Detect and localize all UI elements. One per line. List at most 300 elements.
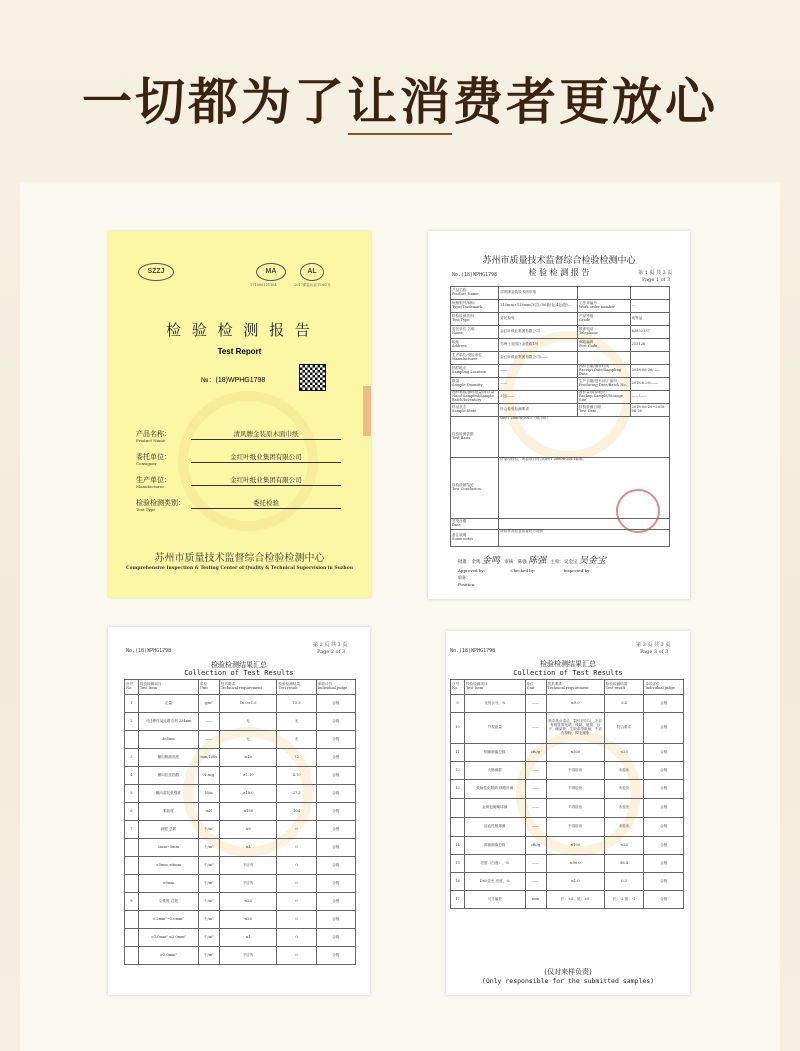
- table-cell: 定量: [138, 695, 198, 713]
- table-cell: 合格: [644, 695, 684, 713]
- headline-divider: [348, 133, 452, 135]
- table-row: [125, 911, 356, 929]
- table-cell: 合格: [644, 855, 684, 873]
- table-row: [125, 857, 356, 875]
- table-cell: 符合要求: [604, 713, 644, 744]
- table-cell: [630, 352, 669, 365]
- page-number: 第 3 页 共 3 页: [636, 642, 671, 648]
- table-cell: 地址 Address: [451, 339, 499, 352]
- table-cell: 金黄色葡萄球菌: [464, 799, 525, 818]
- table-cell: 无: [219, 731, 277, 749]
- table-cell: 无: [277, 713, 316, 731]
- table-cell: 单项评价 Individual judge: [644, 680, 684, 695]
- table-cell: 序号 No.: [451, 680, 465, 695]
- table-row: [125, 839, 356, 857]
- table-cell: 外观质量: [464, 713, 525, 744]
- table-cell: 合格: [644, 780, 684, 799]
- table-cell: 合格: [644, 744, 684, 762]
- table-cell: [125, 947, 139, 965]
- cal-logo-icon: AL: [300, 263, 324, 281]
- table-cell: <20: [604, 744, 644, 762]
- table-cell: 不得检出: [546, 762, 604, 780]
- table-cell: ≤4: [219, 839, 277, 857]
- table-cell: 样品状态 Sample State: [451, 404, 499, 417]
- table-cell: 15.3: [277, 695, 316, 713]
- table-cell: D65荧光 亮度，%: [464, 873, 525, 891]
- table-cell: 个/m²: [198, 911, 219, 929]
- table-cell: 柔软度: [138, 803, 198, 821]
- table-cell: 13: [451, 780, 465, 799]
- table-row: [451, 391, 670, 404]
- table-cell: 检验检测项目 Test Item: [138, 680, 198, 695]
- table-cell: 6: [125, 803, 139, 821]
- table-cell: 12: [451, 762, 465, 780]
- table-row: [125, 893, 356, 911]
- sign-row: 批准：金鸣 金鸣 审核：陈强 陈强 主检：吴金宝 吴金宝: [458, 556, 606, 566]
- table-cell: 3: [125, 749, 139, 767]
- table-cell: 尺寸偏差: [464, 891, 525, 909]
- table-cell: ——: [525, 780, 546, 799]
- table-cell: 0: [277, 893, 316, 911]
- table-cell: 215126: [630, 339, 669, 352]
- center-name-en: Comprehensive Inspection & Testing Center of Quality & Technical Supervision in Suzhou: [126, 566, 353, 571]
- table-cell: 联系电话 Telephone: [578, 326, 631, 339]
- field-consigner: 委托单位： Consigner 金红叶纸业集团有限公司: [136, 450, 356, 470]
- table-cell: 个/m²: [198, 947, 219, 965]
- table-cell: 365nm: [138, 731, 198, 749]
- report-page-2: [108, 627, 370, 995]
- table-cell: ——: [499, 378, 578, 391]
- cert-number-cal: 2017质监认证字061号: [294, 283, 331, 287]
- table-cell: ≥1.10: [219, 767, 277, 785]
- table-cell: [125, 857, 139, 875]
- table-cell: 2: [125, 713, 139, 731]
- table-row: [451, 680, 684, 695]
- table-cell: ≤20: [219, 893, 277, 911]
- table-row: [451, 818, 684, 837]
- table-cell: 0: [277, 821, 316, 839]
- table-cell: 合格: [316, 767, 355, 785]
- table-row: [451, 352, 670, 365]
- table-cell: 合格: [316, 713, 355, 731]
- table-cell: 合格: [316, 929, 355, 947]
- table-row: [125, 947, 356, 965]
- table-row: [451, 762, 684, 780]
- table-cell: [578, 352, 631, 365]
- table-cell: 不应有: [219, 947, 277, 965]
- table-cell: 抽样基数/抽样批量/库存量 No.of Sampled/Sample Batch/Inventory: [451, 391, 499, 404]
- report-cover: [108, 231, 371, 598]
- table-cell: ≤20: [219, 911, 277, 929]
- footer-note: (仅对来样负责): [544, 968, 592, 976]
- table-cell: 合格: [316, 821, 355, 839]
- table-cell: 0: [277, 911, 316, 929]
- table-row: [451, 339, 670, 352]
- table-cell: 合格: [316, 857, 355, 875]
- table-row: [451, 404, 670, 417]
- table-row: [451, 713, 684, 744]
- table-cell: 清风牌金装原木面巾纸: [499, 287, 578, 300]
- report-page-3: [446, 631, 690, 995]
- table-row: [451, 417, 670, 458]
- table-cell: 合格: [644, 799, 684, 818]
- table-cell: [630, 287, 669, 300]
- table-row: [451, 873, 684, 891]
- table-cell: ≤100: [546, 837, 604, 855]
- table-row: [125, 749, 356, 767]
- table-cell: 合格: [644, 873, 684, 891]
- table-cell: 72: [277, 749, 316, 767]
- position-row-en: Position:: [458, 582, 476, 587]
- table-cell: 序号 No.: [125, 680, 139, 695]
- table-cell: 生产日期/批号/出厂编号 Producing Date/Batch No.: [578, 378, 631, 391]
- table-cell: 金红叶纸业集团有限公司: [499, 326, 578, 339]
- table-cell: 合格: [316, 731, 355, 749]
- table-cell: 无: [277, 731, 316, 749]
- table-row: [451, 891, 684, 909]
- table-cell: mm/100s: [198, 749, 219, 767]
- table-cell: 0: [277, 857, 316, 875]
- table-cell: 金红叶纸业集团有限公司/——: [499, 352, 578, 365]
- table-cell: 工作单编号 Work order number: [578, 300, 631, 313]
- table-cell: 技术要求 Technical requirement: [546, 680, 604, 695]
- table-cell: ≥18.0: [219, 785, 277, 803]
- cert-number-cma: 171000121184: [250, 283, 277, 287]
- table-cell: 样品经检验，所检项目符合GB/T 20808-2011标准。: [499, 458, 670, 519]
- table-row: [451, 313, 670, 326]
- table-cell: 致病性化脓菌 绿脓杆菌: [464, 780, 525, 799]
- table-row: [451, 326, 670, 339]
- table-cell: 委托单位 名称 Name: [451, 326, 499, 339]
- table-cell: ——: [525, 799, 546, 818]
- page-number: 第 1 页 共 3 页: [638, 270, 673, 276]
- table-row: [451, 378, 670, 391]
- page-number-en: Page 3 of 3: [640, 649, 669, 655]
- table-row: [451, 287, 670, 300]
- cover-title: 检 验 检 测 报 告: [166, 321, 313, 339]
- table-cell: 0: [277, 947, 316, 965]
- table-cell: ——: [525, 713, 546, 744]
- table-row: [125, 803, 356, 821]
- table-cell: GB/T 20808-2011《纸巾纸》: [499, 417, 670, 458]
- table-cell: 符合检验检测要求: [499, 404, 578, 417]
- table-cell: 细菌菌落总数: [464, 744, 525, 762]
- table-cell: 产品等级 Grade: [578, 313, 631, 326]
- table-cell: ——: [525, 873, 546, 891]
- table-cell: 尘埃度 总数: [138, 893, 198, 911]
- table-cell: 14: [451, 837, 465, 855]
- table-cell: [125, 731, 139, 749]
- results-table-1: [124, 679, 356, 965]
- doc-number: No.(18)WPHG1798: [450, 648, 496, 654]
- table-cell: 横向湿抗张强度: [138, 785, 198, 803]
- table-cell: ≤1.0: [546, 873, 604, 891]
- table-cell: 16.0±1.0: [219, 695, 277, 713]
- table-cell: 个/m²: [198, 857, 219, 875]
- doc-title: 检 验 检 测 报 告: [528, 268, 590, 277]
- table-cell: 单位 Unit: [525, 680, 546, 695]
- table-cell: 合格: [644, 891, 684, 909]
- qr-code-icon: [299, 364, 326, 391]
- table-cell: 抽样日期/抽样时间 Receipt Date/Sampling Date: [578, 365, 631, 378]
- table-cell: [125, 839, 139, 857]
- table-cell: 4: [125, 767, 139, 785]
- table-cell: g/m²: [198, 695, 219, 713]
- table-cell: 合格: [316, 875, 355, 893]
- table-cell: [125, 929, 139, 947]
- table-cell: 个/m²: [198, 875, 219, 893]
- table-cell: 所检样品信息由委托方提供: [499, 530, 670, 547]
- table-cell: [578, 287, 631, 300]
- table-cell: 检验检测日期 Test Date: [578, 404, 631, 417]
- footer-note-en: (Only responsible for the submitted samples): [481, 977, 655, 985]
- results-title: 检验检测结果汇总: [540, 660, 596, 668]
- table-cell: 个/m²: [198, 821, 219, 839]
- field-manufacturer: 生产单位： Manufacturer 金红叶纸业集团有限公司: [136, 473, 356, 493]
- table-cell: 个/m²: [198, 893, 219, 911]
- table-cell: 未检出: [604, 818, 644, 837]
- table-cell: ≥40: [219, 749, 277, 767]
- table-row: [125, 767, 356, 785]
- table-cell: ——: [198, 731, 219, 749]
- table-cell: 检验检测结论 Test Conclusion: [451, 458, 499, 519]
- table-cell: 合格: [316, 803, 355, 821]
- table-cell: 横向抗张指数: [138, 767, 198, 785]
- table-cell: 5: [125, 785, 139, 803]
- table-row: [125, 680, 356, 695]
- table-cell: 0: [277, 929, 316, 947]
- table-row: [125, 821, 356, 839]
- table-cell: 未检出: [604, 762, 644, 780]
- table-cell: ≤1: [219, 929, 277, 947]
- results-title-en: Collection of Test Results: [184, 669, 294, 677]
- table-cell: 16: [451, 873, 465, 891]
- table-cell: cfu/g: [525, 837, 546, 855]
- table-row: [451, 744, 684, 762]
- table-cell: 备样量/封存地点 Backup Sample/Storage Site: [578, 391, 631, 404]
- table-cell: ——: [198, 713, 219, 731]
- org-name: 苏州市质量技术监督综合检验检测中心: [482, 256, 636, 266]
- page-number: 第 2 页 共 3 页: [313, 642, 348, 648]
- position-row: 职务：: [458, 575, 470, 580]
- table-cell: 交货水分，%: [464, 695, 525, 713]
- table-cell: 合格: [316, 839, 355, 857]
- table-cell: 委托检验: [499, 313, 578, 326]
- table-cell: 合格: [316, 749, 355, 767]
- table-cell: 检验检测依据 Test Basis: [451, 417, 499, 458]
- table-cell: 10: [451, 713, 465, 744]
- results-title: 检验检测结果汇总: [211, 661, 267, 669]
- field-product: 产品名称： Product Name 清风牌金装原木面巾纸: [136, 427, 356, 447]
- table-cell: 检验检测结果 Test result: [277, 680, 316, 695]
- szzj-logo-icon: SZZJ: [138, 263, 174, 281]
- table-cell: 4.70: [277, 767, 316, 785]
- table-cell: 2mm~5mm: [138, 839, 198, 857]
- table-cell: 不得检出: [546, 799, 604, 818]
- table-cell: 不应有: [219, 857, 277, 875]
- table-cell: 单项评价 Individual judge: [316, 680, 355, 695]
- table-cell: 不应有: [219, 875, 277, 893]
- table-cell: 检验检测类别 Test Type: [451, 313, 499, 326]
- table-cell: ≤90.0: [546, 855, 604, 873]
- table-cell: ——: [499, 365, 578, 378]
- table-cell: 检验检测项目 Test Item: [464, 680, 525, 695]
- red-seal-icon: [616, 489, 660, 533]
- table-cell: 0.2mm²~1.0mm²: [138, 911, 198, 929]
- table-cell: 单位 Unit: [198, 680, 219, 695]
- table-cell: >2.0mm²: [138, 947, 198, 965]
- table-cell: 17: [451, 891, 465, 909]
- table-cell: 62832137: [630, 326, 669, 339]
- headline: 一切都为了让消费者更放心: [82, 73, 718, 131]
- table-cell: 亮度（白度），%: [464, 855, 525, 873]
- cover-subtitle: Test Report: [217, 347, 262, 356]
- table-cell: 邮政编码 Post Code: [578, 339, 631, 352]
- table-cell: 11: [451, 744, 465, 762]
- table-row: [125, 785, 356, 803]
- table-cell: mm: [525, 891, 546, 909]
- table-cell: [451, 818, 465, 837]
- table-cell: 洞眼 总数: [138, 821, 198, 839]
- doc-number: No.(18)WPHG1798: [126, 648, 172, 654]
- table-cell: 1: [125, 695, 139, 713]
- report-number: №：(18)WPHG1798: [201, 377, 266, 384]
- table-cell: 3包/——: [499, 391, 578, 404]
- table-cell: ——: [525, 695, 546, 713]
- table-row: [451, 695, 684, 713]
- table-cell: 合格: [644, 837, 684, 855]
- table-cell: ≤150: [219, 803, 277, 821]
- table-cell: 合格: [316, 947, 355, 965]
- table-cell: 技术要求 Technical requirement: [219, 680, 277, 695]
- table-cell: 横向吸液高度: [138, 749, 198, 767]
- table-cell: 合格: [644, 818, 684, 837]
- table-cell: 未检出: [604, 780, 644, 799]
- table-cell: 个/m²: [198, 929, 219, 947]
- table-cell: >5mm,≤8mm: [138, 857, 198, 875]
- table-cell: [125, 911, 139, 929]
- table-cell: 5.4: [604, 695, 644, 713]
- table-cell: 86.4: [604, 855, 644, 873]
- table-row: [451, 365, 670, 378]
- table-cell: 27.3: [277, 785, 316, 803]
- table-cell: ≤9.0: [546, 695, 604, 713]
- table-cell: >1.0mm²,≤2.0mm²: [138, 929, 198, 947]
- doc-number: No.(18)WPHG1798: [452, 272, 498, 278]
- table-cell: 不得检出: [546, 818, 604, 837]
- table-row: [451, 300, 670, 313]
- table-cell: 个/m²: [198, 839, 219, 857]
- table-cell: 7: [125, 821, 139, 839]
- table-cell: mN: [198, 803, 219, 821]
- table-row: [125, 731, 356, 749]
- table-cell: 合格: [316, 893, 355, 911]
- table-cell: 15: [451, 855, 465, 873]
- table-cell: 合格: [316, 785, 355, 803]
- sign-row-en: Approved by: Checked by: Inspected by:: [458, 568, 591, 573]
- report-page-1: [428, 231, 690, 599]
- table-cell: 真菌菌落总数: [464, 837, 525, 855]
- table-cell: ——: [525, 762, 546, 780]
- table-cell: 2018-06-20/——: [630, 365, 669, 378]
- table-cell: 可迁移性荧光增白剂 254nm: [138, 713, 198, 731]
- table-cell: 检验检测结果 Test result: [604, 680, 644, 695]
- table-cell: 104: [277, 803, 316, 821]
- seal-stamp-icon: [363, 386, 371, 436]
- field-test-type: 检验检测类别： Test Type 委托检验: [136, 496, 356, 516]
- table-cell: 215mm×118mm(3层),(50抽)包,4包/提/—: [499, 300, 578, 313]
- table-cell: 0.3: [604, 873, 644, 891]
- table-row: [125, 875, 356, 893]
- table-cell: 溶血性链球菌: [464, 818, 525, 837]
- table-cell: >8mm: [138, 875, 198, 893]
- table-cell: 9: [451, 695, 465, 713]
- table-row: [451, 837, 684, 855]
- page-number-en: Page 2 of 3: [317, 649, 346, 655]
- table-cell: 合格: [644, 762, 684, 780]
- table-cell: —: [630, 300, 669, 313]
- table-cell: 无: [219, 713, 277, 731]
- table-cell: 生产单位/受检单位 Manufacturer: [451, 352, 499, 365]
- table-cell: 纸巾纸应清洁，裂纹应均匀，不应有明显的死褶、残缺、破损、沙子、硬质块、生胶条等纸病，不应有掉粉、掉毛现象: [546, 713, 604, 744]
- table-cell: cfu/g: [525, 744, 546, 762]
- table-cell: [451, 799, 465, 818]
- table-cell: 长：±5；宽：±5: [546, 891, 604, 909]
- table-row: [125, 695, 356, 713]
- table-cell: ——: [525, 855, 546, 873]
- table-cell: 规格型号/商标 Type/Trademark: [451, 300, 499, 313]
- table-cell: 2018-06-20~2018-06-26: [630, 404, 669, 417]
- page-number-en: Page 1 of 3: [642, 277, 671, 283]
- table-row: [451, 780, 684, 799]
- table-cell: 长：-2 宽：-1: [604, 891, 644, 909]
- table-cell: [125, 875, 139, 893]
- table-cell: 优等品: [630, 313, 669, 326]
- table-cell: N/m: [198, 785, 219, 803]
- table-cell: 不得检出: [546, 780, 604, 799]
- table-row: [125, 713, 356, 731]
- table-cell: 0: [277, 839, 316, 857]
- table-cell: 备注说明 Some notes: [451, 530, 499, 547]
- table-cell: 合格: [644, 713, 684, 744]
- table-cell: 产品名称 Product Name: [451, 287, 499, 300]
- center-name-cn: 苏州市质量技术监督综合检验检测中心: [154, 553, 325, 564]
- table-cell: ≤8: [219, 821, 277, 839]
- table-cell: N·m/g: [198, 767, 219, 785]
- table-cell: 2018.6.20/——: [630, 378, 669, 391]
- table-cell: 数量 Sample Quantity: [451, 378, 499, 391]
- cma-logo-icon: MA: [256, 263, 286, 281]
- table-cell: 合格: [316, 911, 355, 929]
- table-cell: 抽样地点 Sampling Location: [451, 365, 499, 378]
- table-cell: ——: [525, 818, 546, 837]
- table-cell: 未检出: [604, 799, 644, 818]
- table-cell: 合格: [316, 695, 355, 713]
- table-cell: 签发日期 Date: [451, 519, 499, 530]
- table-row: [451, 855, 684, 873]
- table-cell: 大肠菌群: [464, 762, 525, 780]
- table-cell: <20: [604, 837, 644, 855]
- table-cell: ——/——: [630, 391, 669, 404]
- table-cell: 苏州工业园区金胜路1号: [499, 339, 578, 352]
- results-title-en: Collection of Test Results: [513, 669, 623, 677]
- table-row: [125, 929, 356, 947]
- table-cell: ≤200: [546, 744, 604, 762]
- table-cell: 0: [277, 875, 316, 893]
- table-row: [451, 799, 684, 818]
- results-table-2: [450, 679, 684, 909]
- table-cell: 8: [125, 893, 139, 911]
